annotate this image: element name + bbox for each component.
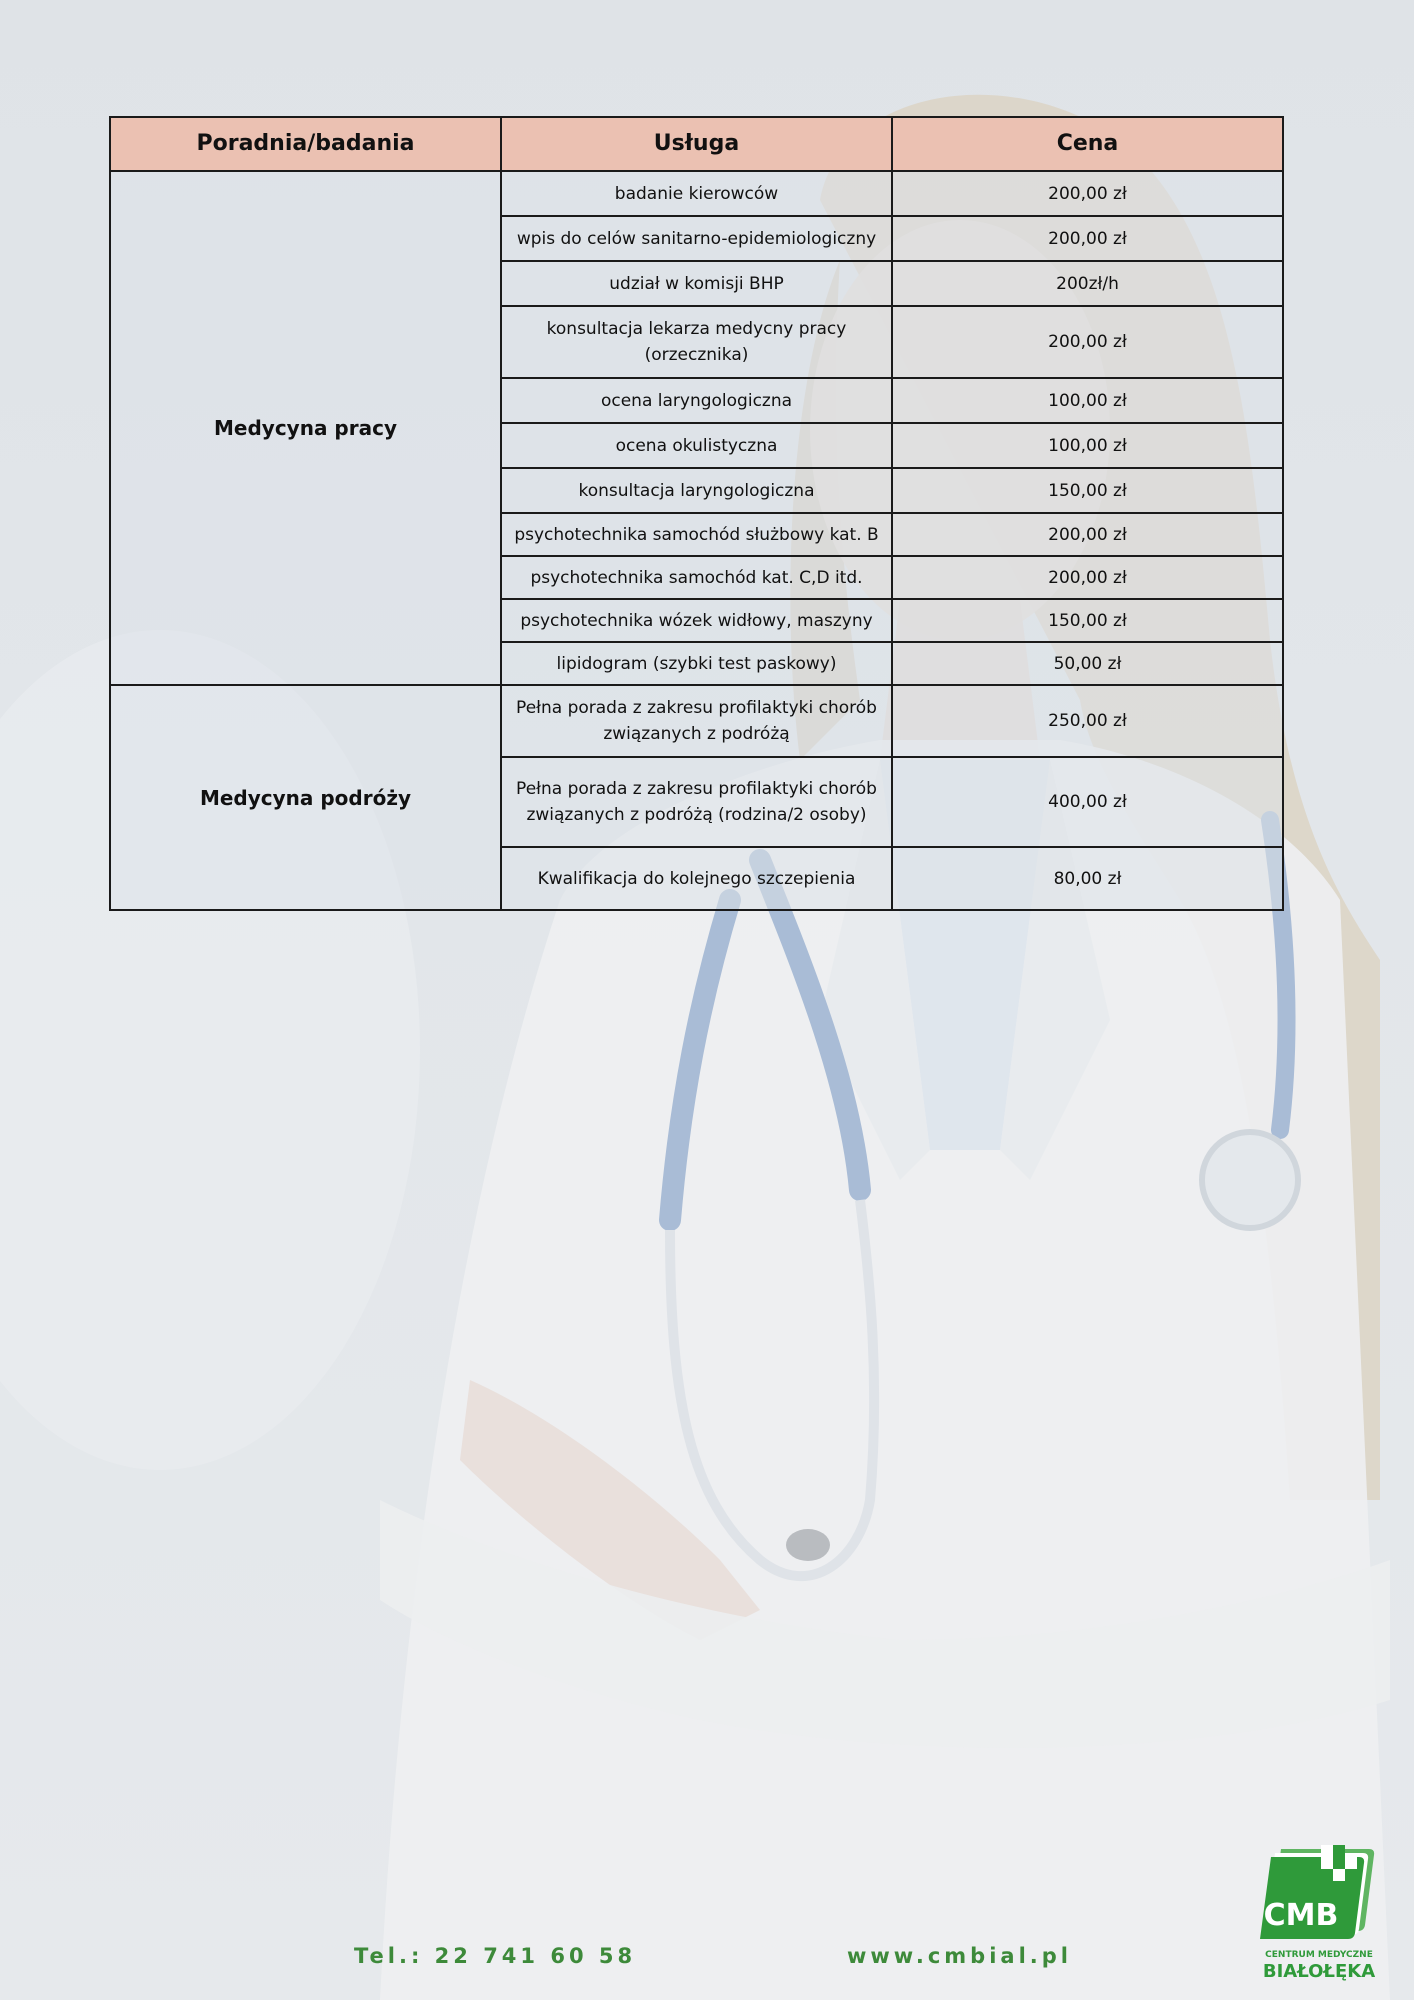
price-cell: 250,00 zł [892, 685, 1283, 757]
service-cell: Kwalifikacja do kolejnego szczepienia [501, 847, 892, 910]
price-cell: 200,00 zł [892, 513, 1283, 556]
logo-abbr: CMB [1263, 1898, 1339, 1933]
header-service: Usługa [501, 117, 892, 171]
logo-line2: BIAŁOŁĘKA [1262, 1961, 1376, 1982]
service-cell: psychotechnika wózek widłowy, maszyny [501, 599, 892, 642]
service-cell: psychotechnika samochód służbowy kat. B [501, 513, 892, 556]
service-cell: konsultacja laryngologiczna [501, 468, 892, 513]
footer-phone[interactable]: Tel.: 22 741 60 58 [354, 1944, 637, 1968]
service-cell: lipidogram (szybki test paskowy) [501, 642, 892, 685]
service-cell: ocena okulistyczna [501, 423, 892, 468]
service-cell: Pełna porada z zakresu profilaktyki chorób związanych z podróżą [501, 685, 892, 757]
price-cell: 150,00 zł [892, 468, 1283, 513]
footer-website[interactable]: www.cmbial.pl [847, 1944, 1072, 1968]
service-cell: udział w komisji BHP [501, 261, 892, 306]
price-cell: 100,00 zł [892, 423, 1283, 468]
category-occupational-medicine: Medycyna pracy [110, 171, 501, 685]
header-price: Cena [892, 117, 1283, 171]
price-cell: 50,00 zł [892, 642, 1283, 685]
service-cell: konsultacja lekarza medycny pracy (orzecznika) [501, 306, 892, 378]
service-cell: badanie kierowców [501, 171, 892, 216]
service-cell: Pełna porada z zakresu profilaktyki chorób związanych z podróżą (rodzina/2 osoby) [501, 757, 892, 847]
table-header-row [110, 117, 1283, 171]
price-cell: 200,00 zł [892, 216, 1283, 261]
cmb-logo [1259, 1843, 1379, 1983]
category-travel-medicine: Medycyna podróży [110, 685, 501, 910]
price-cell: 100,00 zł [892, 378, 1283, 423]
price-cell: 400,00 zł [892, 757, 1283, 847]
price-cell: 200,00 zł [892, 171, 1283, 216]
price-cell: 200zł/h [892, 261, 1283, 306]
table-row [110, 171, 1283, 216]
service-cell: psychotechnika samochód kat. C,D itd. [501, 556, 892, 599]
price-cell: 200,00 zł [892, 556, 1283, 599]
price-cell: 80,00 zł [892, 847, 1283, 910]
price-cell: 150,00 zł [892, 599, 1283, 642]
price-table [109, 116, 1284, 911]
header-clinic: Poradnia/badania [110, 117, 501, 171]
table-row [110, 685, 1283, 757]
service-cell: ocena laryngologiczna [501, 378, 892, 423]
service-cell: wpis do celów sanitarno-epidemiologiczny [501, 216, 892, 261]
logo-line1: CENTRUM MEDYCZNE [1265, 1950, 1373, 1960]
price-cell: 200,00 zł [892, 306, 1283, 378]
